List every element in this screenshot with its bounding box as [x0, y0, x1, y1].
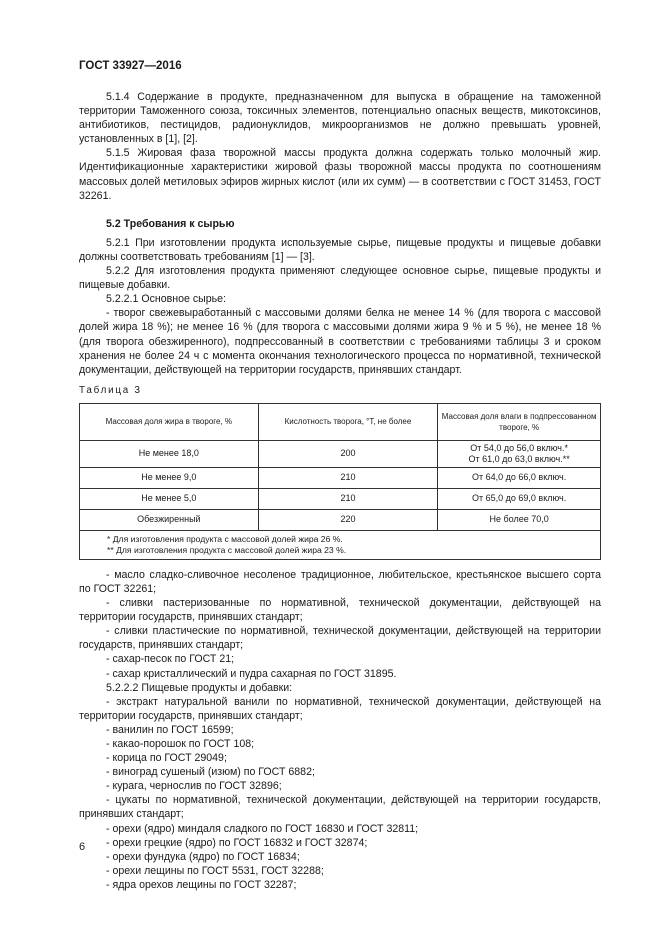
page-number: 6	[79, 841, 86, 853]
table-row	[80, 509, 601, 530]
table-cell-line: От 61,0 до 63,0 включ.**	[468, 453, 570, 464]
list-item: - курага, чернослив по ГОСТ 32896;	[106, 780, 282, 793]
list-item: - масло сладко-сливочное несоленое традиционное, любительское, крестьянское высшего сорта по ГОСТ 32261;	[79, 568, 601, 595]
table-cell: От 64,0 до 66,0 включ.	[438, 467, 601, 488]
page-content	[79, 90, 601, 892]
paragraph-5-2-2-2: 5.2.2.2 Пищевые продукты и добавки:	[106, 681, 293, 694]
table-cell: Не более 70,0	[438, 509, 601, 530]
list-item: - сливки пластические по нормативной, технической документации, действующей на территории государств, принявших стандарт;	[79, 625, 601, 652]
paragraph-5-2-2: 5.2.2 Для изготовления продукта применяют следующее основное сырье, пищевые продукты и пищевые добавки.	[79, 265, 601, 292]
table-header-cell: Кислотность творога, °Т, не более	[258, 403, 438, 440]
table-note: * Для изготовления продукта с массовой долей жира 26 %.	[107, 533, 343, 544]
table-header-cell: Массовая доля влаги в подпрессованном твороге, %	[438, 403, 601, 440]
list-item: - орехи лещины по ГОСТ 5531, ГОСТ 32288;	[106, 864, 324, 877]
table-cell: 220	[258, 509, 438, 530]
table-row	[80, 440, 601, 467]
list-item: - сливки пастеризованные по нормативной, технической документации, действующей на территории государств, принявших стандарт;	[79, 597, 601, 624]
table-header-row	[80, 403, 601, 440]
table-cell: От 65,0 до 69,0 включ.	[438, 488, 601, 509]
list-item: - корица по ГОСТ 29049;	[106, 752, 227, 765]
table-cell: Обезжиренный	[80, 509, 259, 530]
list-item: - орехи фундука (ядро) по ГОСТ 16834;	[106, 850, 300, 863]
list-item: - ванилин по ГОСТ 16599;	[106, 723, 234, 736]
table-3	[79, 403, 601, 560]
list-item: - орехи грецкие (ядро) по ГОСТ 16832 и ГОСТ 32874;	[106, 836, 368, 849]
raw-materials-list	[79, 568, 601, 681]
page-header-title: ГОСТ 33927—2016	[79, 60, 182, 72]
list-item: - виноград сушеный (изюм) по ГОСТ 6882;	[106, 766, 315, 779]
table-note: ** Для изготовления продукта с массовой долей жира 23 %.	[107, 544, 347, 555]
paragraph-tvorog: - творог свежевыработанный с массовыми долями белка не менее 14 % (для творога с массовой долей жира 18 %); не менее 16 % (для творога с массовыми долями жира 9 % и 5 %), не менее 18 % (для творога обезжиренного), подпрессованный в соответствии с требованиями таблицы 3 и сроком хранения не более 24 ч с момента окончания технологического процесса по нормативной, технической документации, действующей на территории государств, принявших стандарт.	[79, 307, 601, 376]
list-item: - сахар-песок по ГОСТ 21;	[106, 653, 235, 666]
table-cell: Не менее 9,0	[80, 467, 259, 488]
table-row	[80, 488, 601, 509]
list-item: - цукаты по нормативной, технической документации, действующей на территории государств, принявших стандарт;	[79, 794, 601, 821]
table-cell-line: От 54,0 до 56,0 включ.*	[470, 442, 568, 453]
table-cell: Не менее 18,0	[80, 440, 259, 467]
paragraph-5-1-4: 5.1.4 Содержание в продукте, предназначенном для выпуска в обращение на таможенной территории Таможенного союза, токсичных элементов, потенциально опасных веществ, микотоксинов, антибиотиков, пестицидов, радионуклидов, микроорганизмов не должно превышать уровней, установленных в [1], [2].	[79, 91, 601, 146]
table-cell: Не менее 5,0	[80, 488, 259, 509]
list-item: - ядра орехов лещины по ГОСТ 32287;	[106, 878, 297, 891]
table-header-cell: Массовая доля жира в твороге, %	[80, 403, 259, 440]
section-heading-5-2: 5.2 Требования к сырью	[106, 217, 235, 230]
food-additives-list	[79, 695, 601, 892]
list-item: - экстракт натуральной ванили по нормативной, технической документации, действующей на территории государств, принявших стандарт;	[79, 695, 601, 722]
paragraph-5-2-1: 5.2.1 При изготовлении продукта используемые сырье, пищевые продукты и пищевые добавки должны соответствовать требованиям [1] — [3].	[79, 236, 601, 263]
table-notes	[80, 530, 601, 559]
table-cell: 200	[258, 440, 438, 467]
table-notes-row	[80, 530, 601, 559]
list-item: - сахар кристаллический и пудра сахарная по ГОСТ 31895.	[106, 667, 397, 680]
list-item: - какао-порошок по ГОСТ 108;	[106, 738, 255, 750]
table-row	[80, 467, 601, 488]
table-cell	[438, 440, 601, 467]
paragraph-5-2-2-1: 5.2.2.1 Основное сырье:	[106, 293, 226, 306]
table-cell: 210	[258, 488, 438, 509]
table-caption: Таблица 3	[79, 384, 142, 396]
list-item: - орехи (ядро) миндаля сладкого по ГОСТ 16830 и ГОСТ 32811;	[106, 822, 419, 835]
paragraph-5-1-5: 5.1.5 Жировая фаза творожной массы продукта должна содержать только молочный жир. Идентификационные характеристики жировой фазы творожной массы продукта по соотношениям массовых долей метиловых эфиров жирных кислот (или их сумм) — в соответствии с ГОСТ 31453, ГОСТ 32261.	[79, 147, 601, 202]
table-cell: 210	[258, 467, 438, 488]
